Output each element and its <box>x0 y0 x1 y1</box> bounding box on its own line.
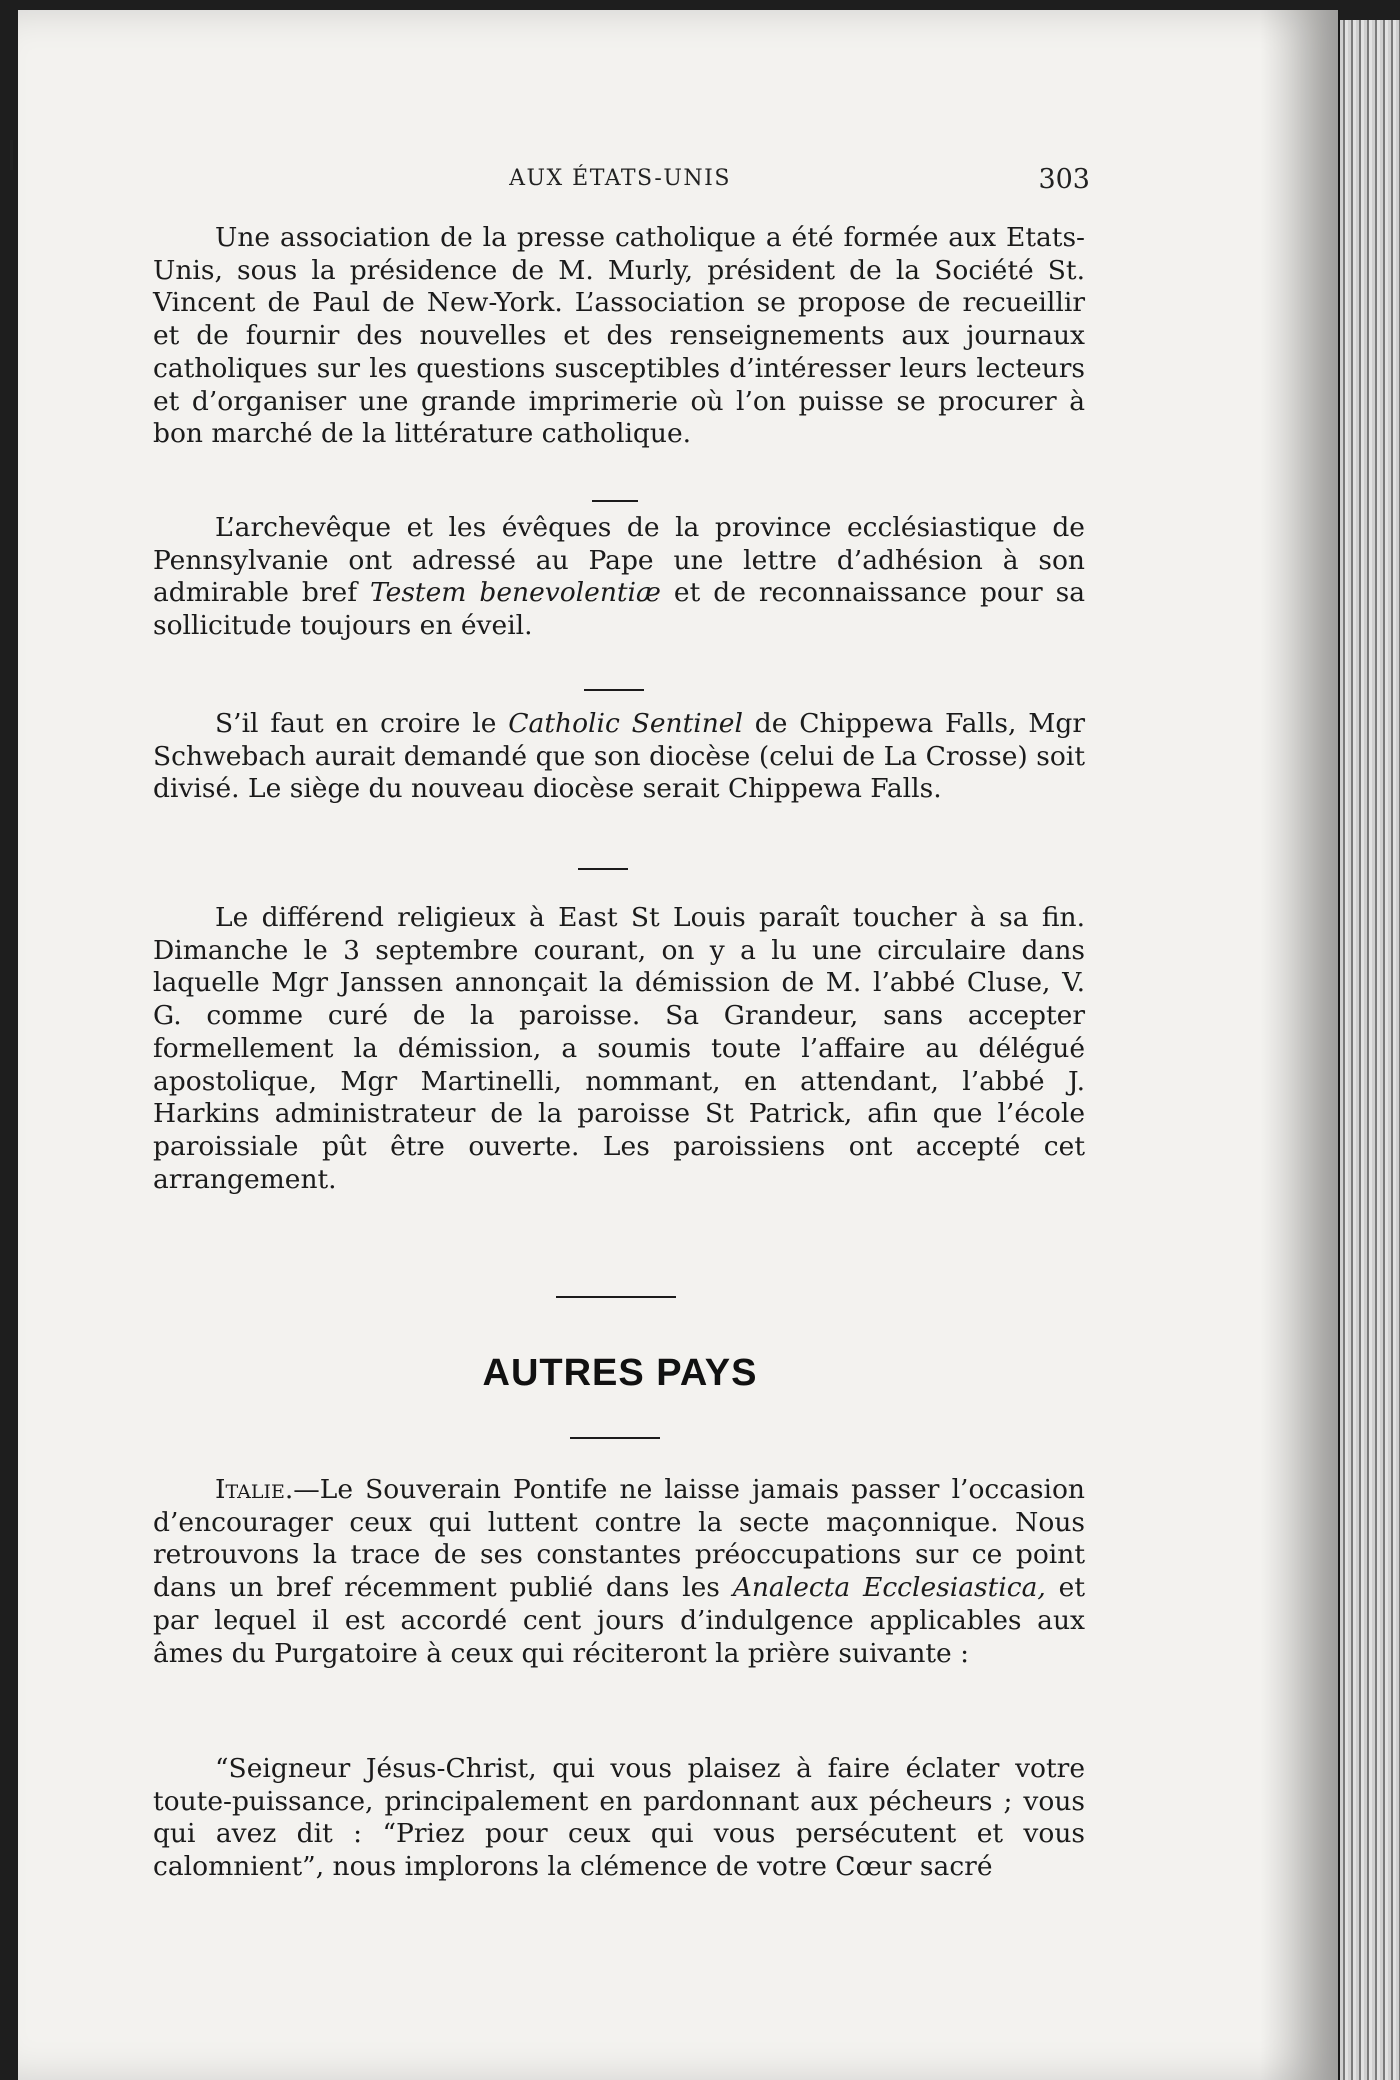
running-title: AUX ÉTATS-UNIS <box>509 166 731 191</box>
paragraph-text: —Le Souverain Pontife ne laisse jamais passer l’occasion d’encourager ceux qui luttent contre la secte maçonnique. Nous retrouvons la trace de ses constantes préoccupations sur ce point dans un bref récemment publié dans les <box>153 1474 1085 1604</box>
running-head <box>150 166 1090 206</box>
newspaper-title: Catholic Sentinel <box>508 708 743 739</box>
separator-rule <box>584 689 644 691</box>
paragraph-pennsylvania <box>153 512 1085 643</box>
paragraph-text: S’il faut en croire le <box>215 708 509 739</box>
publication-title: Analecta Ecclesiastica, <box>732 1572 1046 1604</box>
margin-mark <box>10 140 21 170</box>
section-title: AUTRES PAYS <box>482 1352 758 1394</box>
paragraph-text: “Seigneur Jésus-Christ, qui vous plaisez à faire éclater votre toute-puissance, principalement en pardonnant aux pécheurs ; vous qui avez dit : “Priez pour ceux qui vous persécutent et vous calomnient”, nous implorons la clémence de votre Cœur sacré <box>153 1753 1085 1883</box>
paragraph-press-association <box>153 222 1085 451</box>
page-number: 303 <box>1038 164 1090 195</box>
paragraph-text: et de reconnaissance pour sa sollicitude toujours en éveil. <box>153 577 1085 642</box>
country-label: Italie. <box>215 1474 294 1505</box>
separator-rule <box>578 868 628 870</box>
paragraph-prayer <box>153 1753 1085 1884</box>
brief-title: Testem benevolentiæ <box>370 577 661 609</box>
paragraph-text: Le différend religieux à East St Louis paraît toucher à sa fin. Dimanche le 3 septembre courant, on y a lu une circulaire dans laquelle Mgr Janssen annonçait la démission de M. l’abbé Cluse, V. G. comme curé de la paroisse. Sa Grandeur, sans accepter formellement la démission, a soumis toute l’affaire au délégué apostolique, Mgr Martinelli, nommant, en attendant, l’abbé J. Harkins administrateur de la paroisse St Patrick, afin que l’école paroissiale pût être ouverte. Les paroissiens ont accepté cet arrangement. <box>153 902 1085 1195</box>
paragraph-text: de Chippewa Falls, Mgr Schwebach aurait demandé que son diocèse (celui de La Crosse) soit divisé. Le siège du nouveau diocèse serait Chippewa Falls. <box>153 708 1085 805</box>
paragraph-text: L’archevêque et les évêques de la province ecclésiastique de Pennsylvanie ont adressé au Pape une lettre d’adhésion à son admirable bref <box>153 512 1085 609</box>
section-rule-top <box>556 1296 676 1298</box>
page-edges <box>1340 20 1400 2080</box>
paragraph-text: et par lequel il est accordé cent jours d’indulgence applicables aux âmes du Purgatoire à ceux qui réciteront la prière suivante : <box>153 1572 1085 1669</box>
section-rule-bottom <box>570 1437 660 1439</box>
paragraph-text: Une association de la presse catholique a été formée aux Etats-Unis, sous la présidence de M. Murly, président de la Société St. Vincent de Paul de New-York. L’association se propose de recueillir et de fournir des nouvelles et des renseignements aux journaux catholiques sur les questions susceptibles d’intéresser leurs lecteurs et d’organiser une grande imprimerie où l’on puisse se procurer à bon marché de la littérature catholique. <box>153 222 1085 450</box>
separator-rule <box>592 500 638 502</box>
paragraph-chippewa <box>153 708 1085 806</box>
paragraph-east-st-louis <box>153 902 1085 1196</box>
gutter-shadow <box>1260 10 1340 2080</box>
paragraph-italie <box>153 1474 1085 1670</box>
